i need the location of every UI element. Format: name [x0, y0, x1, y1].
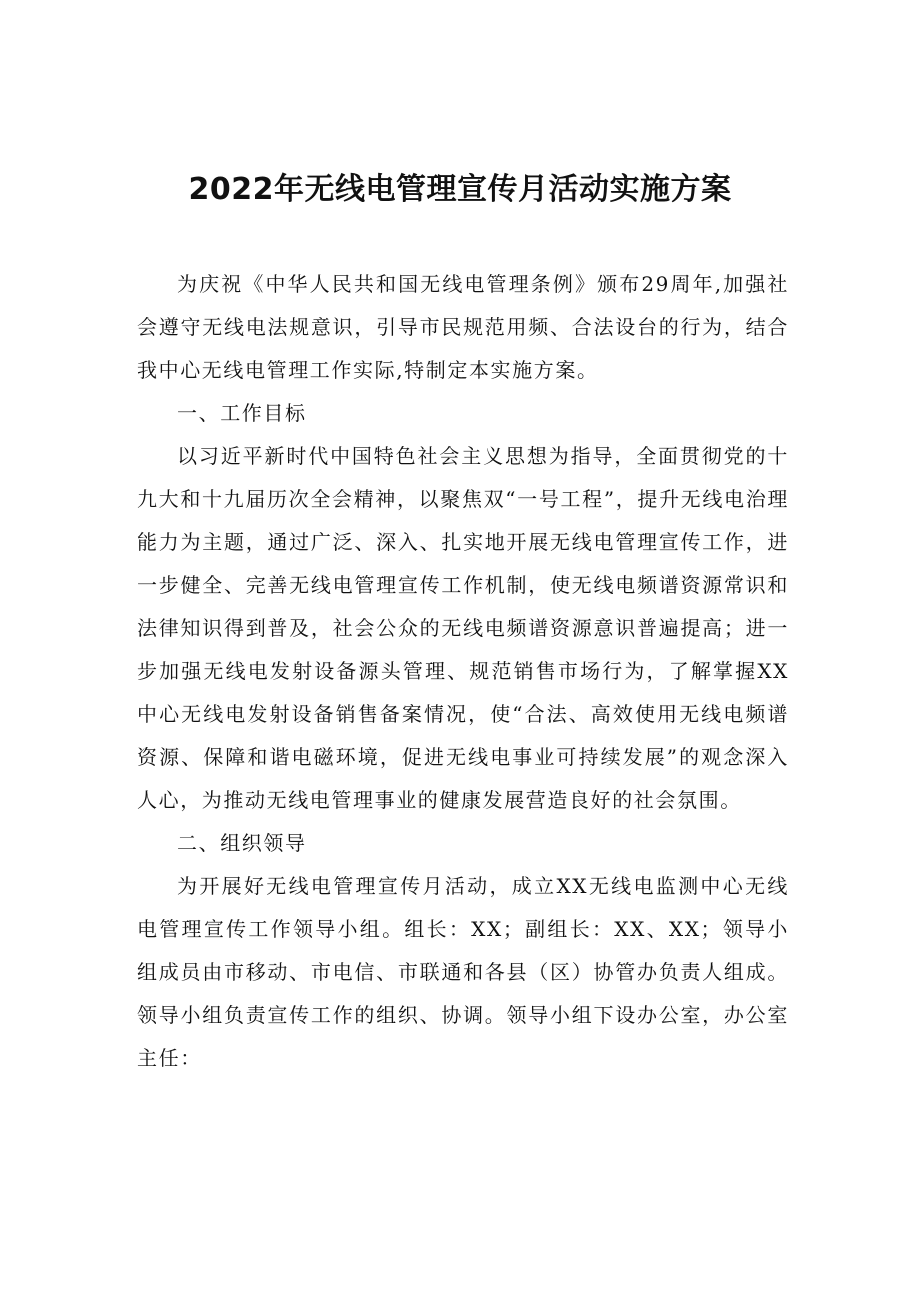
- intro-paragraph: 为庆祝《中华人民共和国无线电管理条例》颁布29周年,加强社会遵守无线电法规意识，引导市民规范用频、合法设台的行为，结合我中心无线电管理工作实际,特制定本实施方案。: [137, 272, 789, 382]
- document-body: [137, 263, 789, 1080]
- organization-paragraph: 为开展好无线电管理宣传月活动，成立XX无线电监测中心无线电管理宣传工作领导小组。组长：XX；副组长：XX、XX；领导小组成员由市移动、市电信、市联通和各县（区）协管办负责人组成。领导小组负责宣传工作的组织、协调。领导小组下设办公室，办公室主任：: [137, 874, 789, 1070]
- section-heading-organization: 二、组织领导: [177, 831, 307, 855]
- section-heading-work-goals: 一、工作目标: [177, 401, 307, 425]
- document-title: 2022年无线电管理宣传月活动实施方案: [188, 172, 732, 207]
- work-goals-paragraph: 以习近平新时代中国特色社会主义思想为指导，全面贯彻党的十九大和十九届历次全会精神，以聚焦双“一号工程”，提升无线电治理能力为主题，通过广泛、深入、扎实地开展无线电管理宣传工作，进一步健全、完善无线电管理宣传工作机制，使无线电频谱资源常识和法律知识得到普及，社会公众的无线电频谱资源意识普遍提高；进一步加强无线电发射设备源头管理、规范销售市场行为，了解掌握XX中心无线电发射设备销售备案情况，使“合法、高效使用无线电频谱资源、保障和谐电磁环境，促进无线电事业可持续发展”的观念深入人心，为推动无线电管理事业的健康发展营造良好的社会氛围。: [137, 444, 789, 812]
